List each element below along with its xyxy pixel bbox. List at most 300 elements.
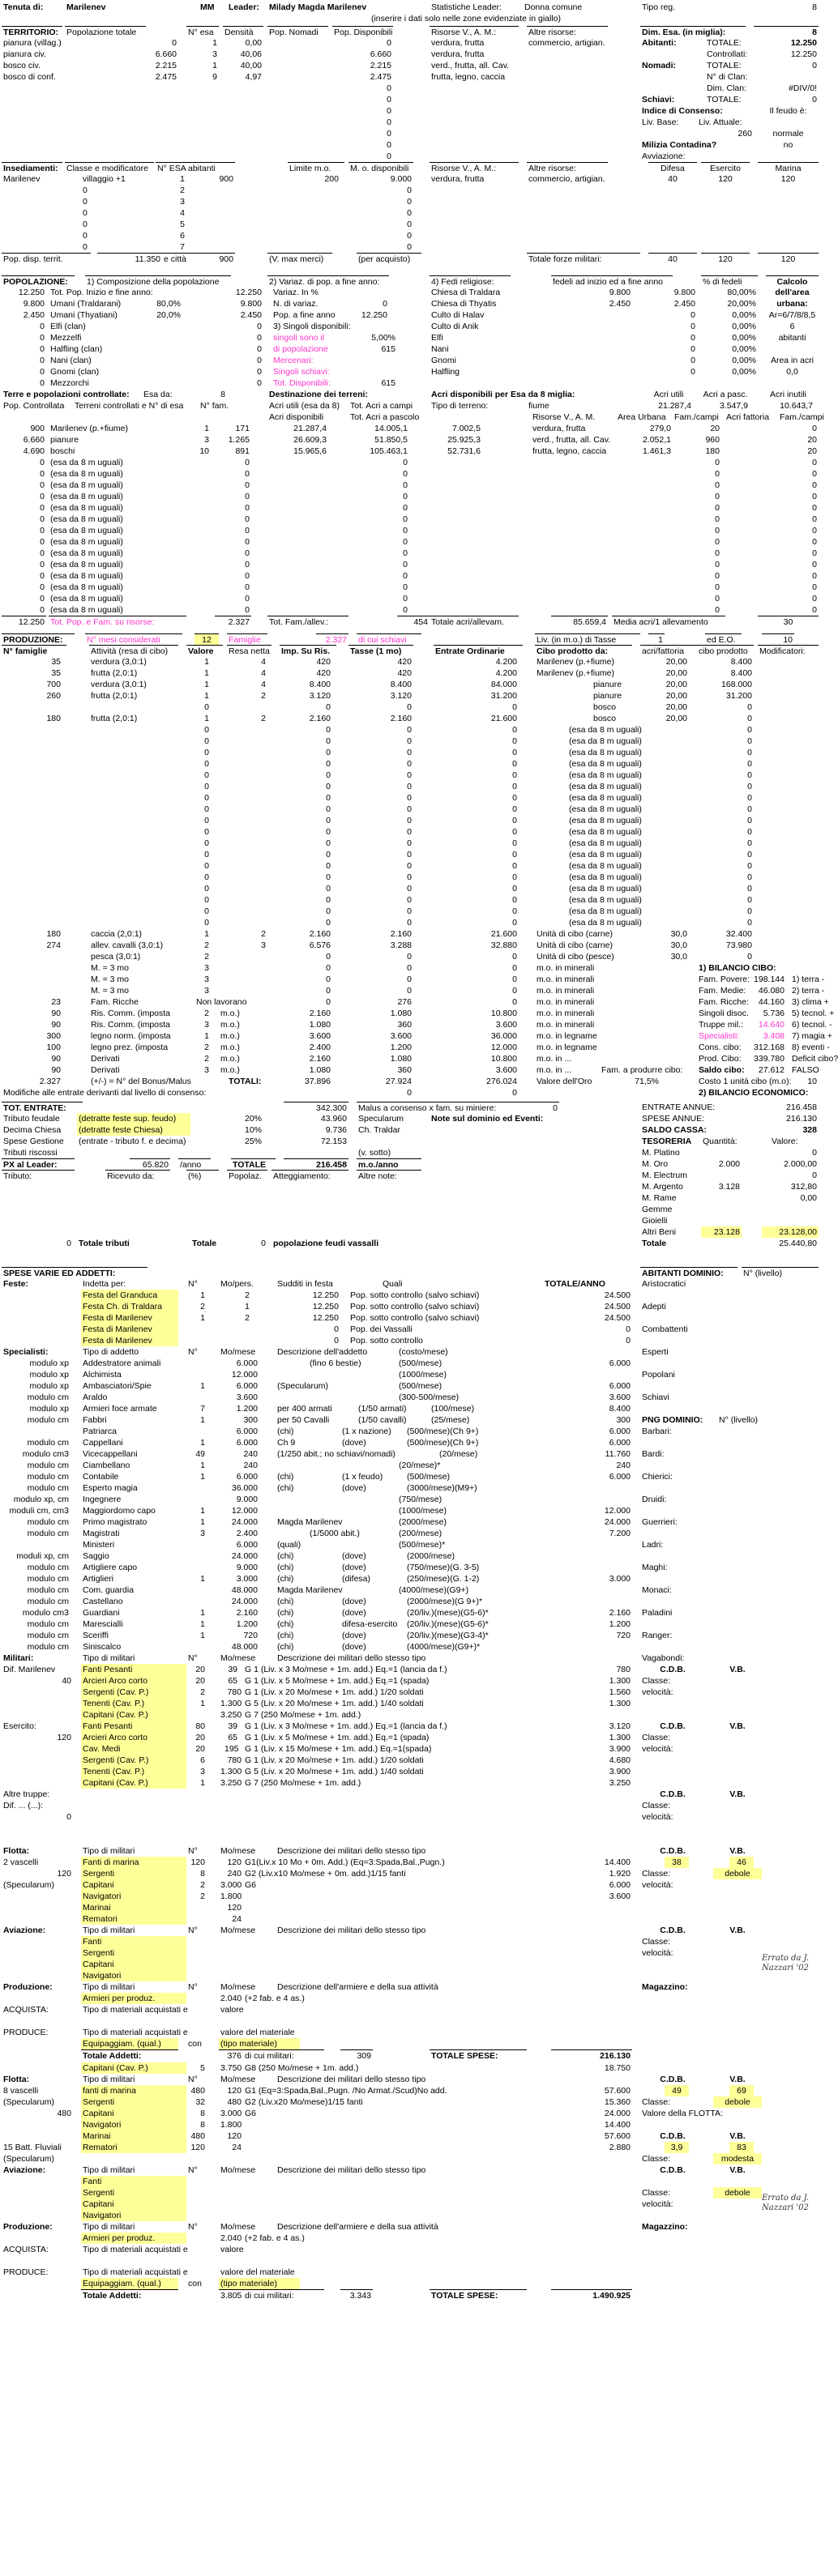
sheet-cell[interactable]: Sergenti <box>81 2187 186 2199</box>
sheet-cell[interactable]: (detratte feste sup. feudo) <box>77 1113 190 1124</box>
sheet-cell: Culto di Anik <box>431 322 479 331</box>
sheet-cell: 1.490.925 <box>551 2289 632 2301</box>
sheet-cell: m.o. in ... <box>537 1065 572 1075</box>
sheet-cell[interactable]: Sergenti (Cav. P.) <box>81 1755 186 1766</box>
sheet-cell: (inserire i dati solo nelle zone evidenziate in giallo) <box>370 14 562 23</box>
sheet-row <box>0 1698 821 1709</box>
sheet-cell: 0 <box>512 918 517 928</box>
sheet-cell: M. Oro <box>642 1159 669 1169</box>
sheet-cell: 2 <box>245 1290 250 1300</box>
sheet-cell: TOTALE/ANNO <box>545 1279 605 1289</box>
sheet-cell[interactable]: Capitani (Cav. P.) <box>81 1777 186 1789</box>
sheet-cell: 0 <box>747 759 752 769</box>
sheet-cell: (esa da 8 m uguali) <box>569 918 642 928</box>
sheet-cell: 0 <box>257 333 262 343</box>
sheet-cell[interactable]: 49 <box>665 2085 689 2096</box>
sheet-row <box>0 1619 821 1630</box>
sheet-cell[interactable]: Rematori <box>81 2142 186 2153</box>
sheet-cell: 1 <box>204 714 209 723</box>
sheet-cell: 2.450 <box>23 310 45 320</box>
sheet-cell: 0 <box>747 782 752 791</box>
sheet-cell: (500/mese)(Ch 9+) <box>407 1427 479 1436</box>
sheet-cell: 3.600 <box>309 1031 331 1041</box>
sheet-cell[interactable]: 12 <box>195 633 219 645</box>
sheet-cell: 120 <box>758 253 819 264</box>
sheet-cell: 1) BILANCIO CIBO: <box>699 963 776 973</box>
sheet-row <box>0 355 821 366</box>
sheet-cell: 6 <box>180 231 185 241</box>
sheet-cell[interactable]: Equipaggiam. (qual.) <box>81 2038 178 2049</box>
sheet-cell: 40,06 <box>240 49 262 59</box>
sheet-cell: 9 <box>212 72 217 82</box>
sheet-cell: 0 <box>40 333 45 343</box>
sheet-cell: 3.750 <box>220 2063 242 2073</box>
sheet-cell: 12.250 <box>235 288 262 297</box>
sheet-cell: 90 <box>51 1054 61 1064</box>
sheet-cell: (chi) <box>277 1642 294 1652</box>
sheet-row <box>0 951 821 962</box>
sheet-cell: Tipo di militari <box>83 1926 135 1935</box>
sheet-cell: (500/mese) <box>407 1472 451 1482</box>
sheet-cell: 0 <box>512 793 517 803</box>
sheet-cell[interactable]: Festa del Granduca <box>81 1290 178 1301</box>
sheet-cell[interactable]: Navigatori <box>81 1970 186 1981</box>
sheet-cell: 900 <box>30 424 45 433</box>
sheet-cell: Monaci: <box>642 1585 672 1595</box>
sheet-cell: 216.130 <box>551 2049 632 2061</box>
sheet-cell: Pop. dei Vassalli <box>350 1324 413 1334</box>
sheet-cell: Cons. cibo: <box>699 1043 742 1052</box>
sheet-cell: (fino 6 bestie) <box>310 1358 361 1368</box>
sheet-cell[interactable]: debole <box>713 2096 762 2108</box>
sheet-cell: Mo/mese <box>220 1347 256 1357</box>
sheet-cell: Feste: <box>3 1279 28 1289</box>
sheet-cell: C.D.B. <box>660 2075 686 2084</box>
sheet-cell[interactable]: debole <box>713 1868 762 1879</box>
sheet-cell: 0 <box>407 827 412 837</box>
sheet-cell[interactable]: Sergenti <box>81 2096 186 2108</box>
sheet-cell: N° esa <box>186 26 219 37</box>
sheet-cell: modulo cm <box>27 1438 69 1448</box>
sheet-cell: 0 <box>747 850 752 859</box>
sheet-cell: 0 <box>747 838 752 848</box>
sheet-row <box>0 996 829 1008</box>
sheet-cell: 20,00 <box>665 657 687 667</box>
sheet-row <box>0 480 821 491</box>
sheet-cell: 73.980 <box>725 940 752 950</box>
sheet-cell: 1 <box>245 1302 250 1311</box>
sheet-row <box>0 1170 821 1181</box>
sheet-cell: Gnomi <box>431 356 456 365</box>
sheet-row <box>0 2062 821 2074</box>
sheet-cell: (dove) <box>342 1597 366 1606</box>
sheet-cell: Fam. Ricche: <box>699 997 749 1007</box>
sheet-cell: pianure <box>593 680 622 689</box>
sheet-cell: Tot. Acri a campi <box>350 401 413 411</box>
sheet-cell: Esperti <box>642 1347 669 1357</box>
sheet-cell: modulo cm <box>27 1415 69 1425</box>
sheet-cell: 3.600 <box>495 1020 517 1030</box>
sheet-cell: commercio, artigian. <box>528 38 605 48</box>
sheet-row <box>0 2049 821 2061</box>
sheet-cell: Marina <box>758 162 819 173</box>
sheet-cell: C.D.B. <box>660 1721 686 1731</box>
sheet-cell[interactable]: Sergenti <box>81 1868 186 1879</box>
sheet-cell: 240 <box>243 1449 258 1459</box>
sheet-cell: 10 <box>807 1077 817 1086</box>
sheet-cell: 0 <box>512 963 517 973</box>
sheet-cell: Specialisti: <box>3 1347 49 1357</box>
sheet-row <box>0 1516 821 1528</box>
sheet-cell[interactable]: 69 <box>729 2085 754 2096</box>
sheet-cell[interactable]: Fanti <box>81 1936 186 1947</box>
sheet-cell: 2 <box>200 1880 205 1890</box>
sheet-cell: 14.400 <box>604 2120 631 2130</box>
sheet-cell: M. Argento <box>642 1182 683 1192</box>
sheet-cell[interactable]: 46 <box>729 1857 754 1868</box>
sheet-cell[interactable]: fanti di marina <box>81 2085 186 2096</box>
sheet-cell: 10% <box>244 1125 262 1135</box>
sheet-cell[interactable]: Navigatori <box>81 1891 186 1902</box>
sheet-cell: 12.250 <box>790 38 817 48</box>
sheet-cell: con <box>188 2039 202 2049</box>
sheet-row <box>0 1755 821 1766</box>
sheet-cell: Tot. Disponibili: <box>273 378 331 388</box>
sheet-row <box>0 60 821 71</box>
sheet-cell: 8.400 <box>309 680 331 689</box>
sheet-cell: 720 <box>616 1631 631 1640</box>
sheet-cell: (20/mese)* <box>399 1461 441 1470</box>
sheet-cell: 3.343 <box>340 2289 373 2301</box>
sheet-cell: 3.250 <box>609 1778 631 1788</box>
sheet-cell: 480 <box>57 2109 71 2118</box>
sheet-cell: 5 <box>200 2063 205 2073</box>
sheet-cell: (esa da 8 m uguali) <box>50 469 123 479</box>
sheet-cell: 6.000 <box>236 1472 258 1482</box>
sheet-cell[interactable]: Navigatori <box>81 2210 186 2221</box>
sheet-cell: 0 <box>83 231 88 241</box>
sheet-row <box>0 1902 821 1913</box>
sheet-cell: 2 vascelli <box>3 1857 39 1867</box>
sheet-cell: 0 <box>326 748 331 757</box>
sheet-cell[interactable]: Fanti Pesanti <box>81 1664 186 1675</box>
sheet-cell: 0 <box>812 480 817 490</box>
sheet-cell: 0 <box>512 952 517 962</box>
sheet-row <box>0 1102 821 1113</box>
sheet-cell: 360 <box>397 1020 412 1030</box>
sheet-cell: 3.600 <box>609 1392 631 1402</box>
sheet-cell: 1.300 <box>609 1699 631 1708</box>
sheet-cell[interactable]: Armieri per produz. <box>81 1993 186 2004</box>
sheet-cell[interactable]: Capitani <box>81 2108 186 2119</box>
sheet-cell[interactable]: Capitani <box>81 2199 186 2210</box>
sheet-cell: Popolazione totale <box>65 26 146 37</box>
sheet-cell: TOTALE: <box>707 38 742 48</box>
sheet-cell: popolazione feudi vassalli <box>273 1239 379 1248</box>
sheet-cell: 1 <box>212 38 217 48</box>
sheet-row <box>0 1087 821 1098</box>
sheet-row <box>0 151 821 162</box>
sheet-cell: velocità: <box>642 1687 673 1697</box>
sheet-cell[interactable]: Festa di Marilenev <box>81 1312 178 1324</box>
sheet-row <box>0 792 821 804</box>
sheet-cell[interactable]: Fanti <box>81 2176 186 2187</box>
sheet-cell: N° (livello) <box>742 1267 819 1278</box>
sheet-row <box>0 724 821 736</box>
sheet-cell: 2.880 <box>609 2143 631 2152</box>
sheet-cell: 24.000 <box>604 1517 631 1527</box>
sheet-cell: Tipo reg. <box>642 2 676 12</box>
sheet-cell: Descrizione dell'armiere e della sua attività <box>277 2222 438 2232</box>
sheet-cell: Totale Addetti: <box>81 2289 178 2301</box>
sheet-cell: 71,5% <box>635 1077 659 1086</box>
sheet-row <box>0 1019 832 1030</box>
sheet-cell: 20 <box>195 1733 205 1742</box>
sheet-cell: TOTALE SPESE: <box>430 2289 527 2301</box>
sheet-cell[interactable]: (detratte feste Chiesa) <box>77 1124 190 1136</box>
sheet-cell: 9.800 <box>673 288 695 297</box>
sheet-cell: 1.920 <box>609 1869 631 1879</box>
sheet-cell: Bardi: <box>642 1449 665 1459</box>
sheet-cell: Acri utili (esa da 8) <box>269 401 340 411</box>
sheet-cell: Mo/mese <box>220 1846 256 1856</box>
sheet-cell[interactable]: Capitani <box>81 1879 186 1891</box>
sheet-cell: 20 <box>807 435 817 445</box>
sheet-cell[interactable]: Capitani <box>81 1959 186 1970</box>
sheet-cell: 0 <box>257 378 262 388</box>
sheet-cell: Tasse (1 mo) <box>348 645 413 656</box>
sheet-cell: 6.660 <box>155 49 177 59</box>
sheet-cell: Pop. Disponibili <box>334 28 393 37</box>
sheet-cell: 420 <box>316 657 331 667</box>
sheet-cell: N° <box>188 1982 198 1992</box>
sheet-cell: 80,00% <box>727 288 756 297</box>
sheet-cell: 1.080 <box>390 1054 412 1064</box>
sheet-cell: 615 <box>381 378 395 388</box>
sheet-cell[interactable]: Arcieri Arco corto <box>81 1675 186 1687</box>
sheet-cell: Valore: <box>772 1137 798 1146</box>
sheet-cell: 14.400 <box>604 1857 631 1867</box>
sheet-cell: Mo/mese <box>220 1653 256 1663</box>
sheet-cell[interactable]: modesta <box>713 2153 762 2164</box>
sheet-cell: m.o./anno <box>357 1158 421 1170</box>
sheet-cell[interactable]: 38 <box>665 1857 689 1868</box>
sheet-cell: 120 <box>227 2131 242 2141</box>
sheet-cell: (esa da 8 m uguali) <box>50 514 123 524</box>
sheet-cell: 12.250 <box>361 310 387 320</box>
sheet-cell: 9.736 <box>325 1125 347 1135</box>
sheet-cell: 6) tecnol. - <box>792 1020 832 1030</box>
sheet-row <box>0 713 821 724</box>
sheet-cell: 1) Composizione della popolazione <box>85 275 231 287</box>
sheet-cell: 0 <box>747 702 752 712</box>
sheet-row <box>0 332 821 343</box>
sheet-cell: 49 <box>195 1449 205 1459</box>
sheet-cell: Marilenev (p.+fiume) <box>50 424 128 433</box>
sheet-cell[interactable]: (tipo materiale) <box>219 2278 300 2289</box>
sheet-cell: 5,00% <box>371 333 395 343</box>
sheet-cell: 0 <box>690 333 695 343</box>
sheet-cell: N° fam. <box>200 401 229 411</box>
sheet-cell: Militari: <box>3 1653 34 1663</box>
sheet-cell: 14.640 <box>758 1020 785 1030</box>
sheet-cell: 0 <box>512 850 517 859</box>
sheet-cell: 6.000 <box>236 1381 258 1391</box>
sheet-cell: Ambasciatori/Spie <box>83 1381 152 1391</box>
sheet-cell[interactable]: Festa Ch. di Traldara <box>81 1301 178 1312</box>
sheet-cell: 0 <box>403 548 408 558</box>
sheet-cell[interactable]: Equipaggiam. (qual.) <box>81 2278 178 2289</box>
sheet-cell: 3 <box>204 986 209 996</box>
sheet-cell[interactable]: Marinai <box>81 2130 186 2142</box>
sheet-cell: 0 <box>812 526 817 535</box>
sheet-cell: 48.000 <box>231 1642 258 1652</box>
sheet-cell: 12.250 <box>2 616 46 627</box>
sheet-cell: (500/mese) <box>399 1381 443 1391</box>
sheet-cell: (dove) <box>342 1631 366 1640</box>
sheet-row <box>0 1448 821 1460</box>
sheet-row <box>0 1811 821 1823</box>
sheet-row <box>0 2108 821 2119</box>
sheet-row <box>0 1335 821 1346</box>
sheet-cell[interactable]: Capitani (Cav. P.) <box>81 2062 186 2074</box>
sheet-cell: 0 <box>747 793 752 803</box>
sheet-cell: 57.600 <box>604 2086 631 2096</box>
sheet-cell[interactable]: Tenenti (Cav. P.) <box>81 1698 186 1709</box>
sheet-cell: 0 <box>387 83 391 93</box>
sheet-cell: 0 <box>403 605 408 615</box>
sheet-cell[interactable]: Capitani (Cav. P.) <box>81 1709 186 1721</box>
sheet-cell: (1000/mese) <box>399 1506 447 1516</box>
sheet-cell: 0 <box>326 986 331 996</box>
sheet-cell: (Specularum) <box>3 2097 55 2107</box>
sheet-cell[interactable]: 3,9 <box>665 2142 689 2153</box>
sheet-cell: 57.600 <box>604 2131 631 2141</box>
sheet-cell: 20,00 <box>665 714 687 723</box>
sheet-cell: 120 <box>190 1857 205 1867</box>
sheet-cell: 21.600 <box>490 714 517 723</box>
sheet-cell: 2 <box>204 1009 209 1018</box>
sheet-cell: 30,0 <box>670 940 687 950</box>
sheet-cell: (quali) <box>277 1540 301 1550</box>
sheet-cell[interactable]: Arcieri Arco corto <box>81 1732 186 1743</box>
sheet-row <box>0 616 821 627</box>
sheet-row <box>0 548 821 559</box>
sheet-cell: 5.736 <box>763 1009 785 1018</box>
sheet-cell: 0 <box>83 242 88 252</box>
sheet-cell: Pop. sotto controllo (salvo schiavi) <box>350 1313 480 1323</box>
sheet-cell: Mo/pers. <box>220 1279 254 1289</box>
sheet-cell: 0 <box>245 560 250 569</box>
sheet-cell: 2.160 <box>309 714 331 723</box>
sheet-row <box>0 1528 821 1539</box>
sheet-cell[interactable]: (tipo materiale) <box>219 2038 300 2049</box>
sheet-cell: 0 <box>204 770 209 780</box>
sheet-cell: 0 <box>715 605 720 615</box>
sheet-cell: Elfi (clan) <box>50 322 86 331</box>
sheet-cell[interactable]: Navigatori <box>81 2119 186 2130</box>
sheet-cell[interactable]: Rematori <box>81 1913 186 1925</box>
sheet-cell: 0 <box>257 344 262 354</box>
sheet-row <box>0 656 821 667</box>
sheet-cell: 4.680 <box>609 1755 631 1765</box>
sheet-cell: Prod. Cibo: <box>699 1054 742 1064</box>
sheet-row <box>0 423 821 434</box>
sheet-cell: modulo cm <box>27 1631 69 1640</box>
sheet-cell: Leader: <box>229 2 259 12</box>
sheet-cell: abitanti <box>186 162 235 173</box>
sheet-row <box>0 582 821 593</box>
sheet-cell[interactable]: Armieri per produz. <box>81 2233 186 2244</box>
sheet-cell: 2 <box>204 1043 209 1052</box>
sheet-cell: 2.475 <box>155 72 177 82</box>
sheet-row <box>0 1008 835 1019</box>
sheet-cell: velocità: <box>642 2199 673 2209</box>
sheet-cell[interactable]: Festa di Marilenev <box>81 1335 178 1346</box>
sheet-cell: Araldo <box>83 1392 108 1402</box>
sheet-cell: 12.250 <box>312 1290 339 1300</box>
sheet-cell: (dove) <box>342 1608 366 1618</box>
sheet-cell[interactable]: Festa di Marilenev <box>81 1324 178 1335</box>
sheet-cell: 0 <box>40 458 45 467</box>
sheet-cell[interactable]: Tenenti (Cav. P.) <box>81 1766 186 1777</box>
sheet-cell: 80,0% <box>156 299 181 309</box>
sheet-cell[interactable]: Marinai <box>81 1902 186 1913</box>
sheet-cell[interactable]: 23.128,00 <box>762 1226 819 1238</box>
sheet-cell: 3.547,9 <box>719 401 748 411</box>
sheet-cell[interactable]: 23.128 <box>701 1226 742 1238</box>
sheet-cell: 1.300 <box>220 1699 242 1708</box>
sheet-cell[interactable]: Fanti di marina <box>81 1857 186 1868</box>
sheet-cell: Pop. Nomadi <box>267 26 328 37</box>
sheet-cell: (200/mese) <box>399 1529 443 1538</box>
sheet-cell: 0 <box>387 106 391 116</box>
sheet-cell: 0 <box>40 378 45 388</box>
sheet-cell: 35 <box>51 657 61 667</box>
sheet-cell[interactable]: Cav. Medi <box>81 1743 186 1755</box>
sheet-cell: 8.400 <box>609 1404 631 1414</box>
sheet-cell: Indetta per: <box>83 1279 126 1289</box>
sheet-cell: 8.400 <box>730 668 752 678</box>
sheet-cell: 0 <box>407 782 412 791</box>
sheet-cell: (esa da 8 m uguali) <box>50 582 123 592</box>
sheet-cell: e città <box>162 253 195 264</box>
sheet-cell: 6.000 <box>609 1358 631 1368</box>
sheet-cell: Chierici: <box>642 1472 673 1482</box>
sheet-cell[interactable]: Fanti Pesanti <box>81 1721 186 1732</box>
sheet-cell: Schiavi <box>642 1392 669 1402</box>
sheet-cell: (25/mese) <box>431 1415 470 1425</box>
sheet-cell: (esa da 8 m uguali) <box>569 725 642 735</box>
sheet-cell: 0 <box>812 594 817 603</box>
sheet-cell: Guardiani <box>83 1608 120 1618</box>
sheet-cell[interactable]: Sergenti (Cav. P.) <box>81 1687 186 1698</box>
sheet-cell: 12.250 <box>312 1302 339 1311</box>
sheet-cell: Destinazione dei terreni: <box>269 390 368 399</box>
sheet-cell: N° (livello) <box>719 1415 758 1425</box>
sheet-cell: Aviazione: <box>3 2165 46 2175</box>
sheet-cell: 1 <box>204 668 209 678</box>
sheet-cell[interactable]: 83 <box>729 2142 754 2153</box>
sheet-cell: (1/50 cavalli) <box>358 1415 407 1425</box>
sheet-cell[interactable]: Sergenti <box>81 1947 186 1959</box>
sheet-cell: Fam. Povere: <box>699 975 750 984</box>
sheet-cell: 4 <box>180 208 185 218</box>
sheet-cell: Tipo di militari <box>83 1846 135 1856</box>
sheet-cell: Pop. Controllata <box>3 401 65 411</box>
sheet-cell[interactable]: debole <box>713 2187 762 2199</box>
sheet-cell: Specularum <box>358 1114 404 1124</box>
